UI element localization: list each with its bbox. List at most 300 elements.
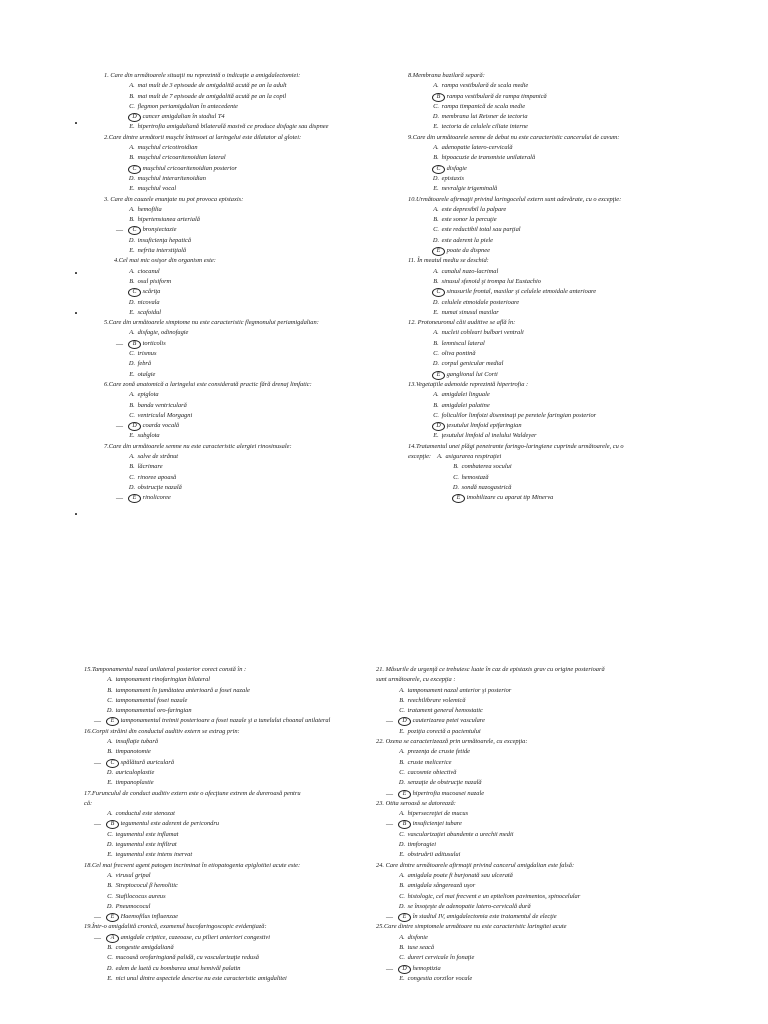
answer-option-selected [408, 421, 708, 431]
option-text: Stafilococus aureus [115, 892, 166, 900]
answer-option [408, 153, 708, 163]
option-text: tratament general hemostatic [407, 707, 483, 715]
option-letter: C. [433, 226, 439, 234]
option-letter: B. [129, 277, 135, 285]
question-continuation: sunt următoarele, cu excepţia : [376, 676, 456, 684]
option-text: ciocanul [137, 267, 160, 275]
question-continuation: excepţie: [408, 452, 432, 460]
circled-answer-letter: E [398, 913, 411, 922]
option-text: obstruării aditusului [407, 851, 461, 859]
answer-option [104, 328, 386, 338]
answer-option [84, 675, 380, 685]
option-text: tegumentul este inflamat [115, 830, 179, 838]
option-letter: C. [129, 350, 135, 358]
option-letter: C. [433, 411, 439, 419]
option-text: muşchiul cricoaritenoidian posterior [142, 164, 238, 172]
option-letter: A. [399, 933, 405, 941]
answer-option [104, 431, 386, 441]
answer-option-selected [376, 819, 696, 829]
option-letter: A. [399, 686, 405, 694]
option-letter: E. [129, 123, 135, 131]
option-letter: B. [453, 463, 459, 471]
top-left-column [104, 71, 386, 503]
option-text: Haemofilus influenzae [120, 913, 178, 921]
option-text: este sonor la percuţie [441, 216, 497, 224]
option-text: scăriţa [142, 288, 161, 296]
circled-answer-letter: B [106, 820, 119, 829]
answer-option [104, 246, 386, 256]
option-text: foliculilor limfoizi diseminaţi pe peretele faringian posterior [441, 411, 597, 419]
question-text: 18.Cel mai frecvent agent patogen incriminat în etiopatogenia epiglotitei acute este: [84, 861, 301, 869]
option-text: tegumentul este infiltrat [115, 841, 177, 849]
option-text: lăcrimare [137, 463, 163, 471]
answer-option [408, 473, 708, 483]
answer-option [408, 411, 708, 421]
circled-answer-letter: B [432, 93, 445, 102]
option-text: coarda vocală [142, 422, 180, 430]
option-text: ganglionul lui Corti [446, 370, 498, 378]
answer-option [84, 686, 380, 696]
option-text: tegumentul este intens inervat [115, 851, 193, 859]
answer-option [376, 727, 696, 737]
option-letter: C. [107, 954, 113, 962]
option-text: este aderent la piele [441, 236, 494, 244]
option-text: bronşiectazie [142, 226, 177, 234]
option-letter: D. [106, 768, 114, 776]
option-text: epiglota [137, 391, 159, 399]
question-text: 3. Care din cauzele enunţate nu pot provoca epistaxis: [104, 195, 244, 203]
option-text: amigdalei palatine [441, 401, 490, 409]
option-text: sondă nazogastrică [461, 483, 512, 491]
option-letter: A. [433, 267, 439, 275]
option-letter: D. [128, 483, 136, 491]
question-text-continued [84, 799, 380, 809]
answer-option [84, 871, 380, 881]
option-text: asigurarea respiraţiei [445, 452, 502, 460]
option-text: hipertrofia amigdaliană bilaterală masivă ce produce disfagie sau dispnee [137, 123, 329, 131]
option-letter: D. [432, 113, 440, 121]
option-letter: D. [106, 902, 114, 910]
option-text: prezenţa de cruste fetide [407, 748, 471, 756]
option-letter: A. [129, 144, 135, 152]
answer-option [376, 892, 696, 902]
answer-option-selected [84, 933, 380, 943]
option-letter: A. [437, 452, 443, 460]
answer-option [408, 359, 708, 369]
answer-option [84, 953, 380, 963]
option-text: tamponament în jumătatea anterioară a fosei nazale [115, 686, 250, 694]
option-text: conductul este stenozat [115, 810, 175, 818]
option-text: spălătură auriculară [120, 758, 175, 766]
answer-option [408, 328, 708, 338]
question-text: 4.Cel mai mic osişor din organism este: [114, 257, 216, 265]
answer-option [408, 143, 708, 153]
option-text: membrana lui Reisner de tectoria [441, 113, 528, 121]
answer-option [376, 840, 696, 850]
option-text: torticolis [142, 339, 166, 347]
circled-answer-letter: D [128, 422, 141, 431]
circled-answer-letter: D [128, 113, 141, 122]
option-letter: A. [433, 329, 439, 337]
bottom-left-column [84, 665, 380, 984]
option-text: combaterea socului [461, 463, 512, 471]
answer-option [376, 974, 696, 984]
question-text: 22. Ozena se caracterizează prin următoarele, cu excepţia: [376, 738, 528, 746]
option-text: osul pisiform [137, 277, 172, 285]
option-text: banda ventriculară [137, 401, 187, 409]
option-letter: B. [433, 339, 439, 347]
option-letter: B. [129, 154, 135, 162]
circled-answer-letter: A [106, 934, 119, 943]
answer-option [376, 943, 696, 953]
option-text: trismus [137, 350, 157, 358]
answer-option-selected [104, 164, 386, 174]
option-letter: E. [129, 432, 135, 440]
option-text: este reductibil total sau parţial [441, 226, 521, 234]
option-letter: A. [129, 267, 135, 275]
question-continuation: că: [84, 799, 93, 807]
option-letter: B. [433, 154, 439, 162]
answer-option [104, 184, 386, 194]
option-letter: C. [453, 473, 459, 481]
option-text: dureri cervicale în fonaţie [407, 954, 475, 962]
option-letter: B. [129, 401, 135, 409]
answer-option [408, 122, 708, 132]
question-text: 16.Corpii străini din conductul auditiv extern se extrag prin: [84, 727, 240, 735]
option-letter: C. [399, 954, 405, 962]
answer-option [84, 974, 380, 984]
option-letter: D. [128, 298, 136, 306]
option-text: mucoasă orofaringiană palidă, cu vascularizaţie redusă [115, 954, 259, 962]
answer-option [408, 339, 708, 349]
option-text: tamponamentul fosei nazale [115, 696, 188, 704]
option-text: tamponament nazal anterior şi posterior [407, 686, 512, 694]
option-text: se însoţeşte de adenopatie latero-cervicală dură [407, 902, 531, 910]
option-text: tamponamentul oro-faringian [115, 707, 192, 715]
option-text: poate da dispnee [446, 247, 490, 255]
option-text: mai mult de 3 episoade de amigdalită acută pe an la adult [137, 82, 287, 90]
option-letter: E. [107, 851, 113, 859]
option-text: vascularizaţiei abundente a urechii medii [407, 830, 514, 838]
option-text: amigdala poate fi burjonată sau ulcerată [407, 871, 513, 879]
option-text: nicovala [137, 298, 160, 306]
answer-option [376, 686, 696, 696]
answer-option [408, 81, 708, 91]
answer-option-selected [104, 421, 386, 431]
question-text: 1. Care din următoarele situaţii nu reprezintă o indicaţie a amigdalectomiei: [104, 72, 301, 79]
answer-option [84, 778, 380, 788]
option-text: imobilizare cu aparat tip Minerva [466, 494, 554, 502]
option-letter: E. [107, 974, 113, 982]
option-text: nefrita interstiţială [137, 247, 187, 255]
option-text: nevralgie trigeminală [441, 185, 498, 193]
option-text: hipertensiunea arterială [137, 216, 200, 224]
option-text: în stadiul IV, amigdalectomia este tratamentul de elecţie [412, 913, 557, 921]
option-letter: C. [399, 707, 405, 715]
option-text: febră [137, 360, 152, 368]
answer-option [376, 850, 696, 860]
option-text: oliva pontină [441, 350, 476, 358]
option-text: tamponament rinofaringian bilateral [115, 676, 211, 684]
answer-option [408, 483, 708, 493]
option-letter: E. [433, 432, 439, 440]
option-text: adenopatie latero-cervicală [441, 144, 513, 152]
answer-option-selected [84, 912, 380, 922]
answer-option [104, 298, 386, 308]
question-text: 9.Care din următoarele semne de debut nu este caracteristic cancerului de cavum: [408, 133, 620, 141]
option-text: cancer amigdalian în stadiul T4 [142, 113, 225, 121]
option-text: insuficienţei tubare [412, 820, 462, 828]
question-text: 13.Vegetaţiile adenoide reprezintă hipertrofia : [408, 380, 529, 388]
option-text: reechilibrare volemică [407, 696, 466, 704]
answer-option-selected [408, 370, 708, 380]
option-text: rampa vestibulară de scala medie [441, 82, 529, 90]
option-text: disfagie [446, 164, 467, 172]
option-text: insuficienţa hepatică [137, 236, 192, 244]
option-text: cruste melicerice [407, 758, 452, 766]
answer-option [376, 953, 696, 963]
option-text: rinoree apoasă [137, 473, 177, 481]
answer-option [84, 964, 380, 974]
answer-option-selected [408, 493, 708, 503]
answer-option [376, 758, 696, 768]
option-letter: D. [106, 964, 114, 972]
option-text: hipertrofia mucoasei nazale [412, 789, 485, 797]
option-text: scafoidul [137, 308, 162, 316]
option-text: mai mult de 7 episoade de amigdalită acută pe an la copil [137, 92, 287, 100]
answer-option-selected [376, 964, 696, 974]
question-text-continued [376, 675, 696, 685]
answer-option [104, 359, 386, 369]
option-letter: E. [433, 185, 439, 193]
answer-option [408, 431, 708, 441]
option-letter: A. [129, 452, 135, 460]
option-letter: A. [107, 810, 113, 818]
option-text: rampa timpanică de scala medie [441, 102, 526, 110]
option-text: sinusurile frontal, maxilar şi celulele etmoidale anterioare [446, 288, 597, 296]
question-text: 8.Membrana bazilară separă: [408, 72, 485, 79]
option-text: muşchiul interaritenoidian [137, 174, 206, 182]
option-text: tuse seacă [407, 944, 435, 952]
option-text: hemostază [461, 473, 489, 481]
option-letter: E. [129, 247, 135, 255]
circled-answer-letter: B [128, 340, 141, 349]
answer-option [104, 277, 386, 287]
answer-option-selected [376, 912, 696, 922]
option-letter: B. [399, 758, 405, 766]
question-text: 25.Care dintre simptomele următoare nu este caracteristic laringitei acute [376, 923, 567, 931]
option-text: muşchiul vocal [137, 185, 177, 193]
answer-option [104, 473, 386, 483]
question-text: 5.Care din următoarele simptome nu este caracteristic flegmonului periamigdalian: [104, 319, 319, 327]
option-text: tamponamentul treimii posterioare a fosei nazale şi a tunelului choanal unilateral [120, 717, 331, 725]
option-letter: E. [129, 370, 135, 378]
option-letter: E. [433, 123, 439, 131]
question-text: 21. Măsurile de urgenţă ce trebuiesc luate în caz de epistaxis grav cu origine posterioară [376, 666, 605, 673]
answer-option [376, 706, 696, 716]
answer-option-selected [104, 112, 386, 122]
option-text: cauterizarea petei vasculare [412, 717, 485, 725]
option-text: epistaxis [441, 174, 464, 182]
answer-option [408, 112, 708, 122]
option-letter: E. [399, 974, 405, 982]
answer-option [104, 462, 386, 472]
answer-option-selected [84, 758, 380, 768]
answer-option-selected [104, 225, 386, 235]
circled-answer-letter: B [398, 820, 411, 829]
answer-option [376, 933, 696, 943]
option-text: congestia corzilor vocale [407, 974, 473, 982]
answer-option [376, 881, 696, 891]
option-letter: B. [107, 882, 113, 890]
option-text: amigdale criptice, cazeoase, cu pilieri anteriori congestivi [120, 933, 271, 941]
circled-answer-letter: E [106, 717, 119, 726]
option-letter: A. [433, 82, 439, 90]
option-text: sinusul sfenoid şi trompa lui Eustachio [441, 277, 541, 285]
option-text: congestie amigdaliană [115, 944, 174, 952]
answer-option [104, 452, 386, 462]
answer-option [104, 153, 386, 163]
answer-option [104, 349, 386, 359]
answer-option [104, 411, 386, 421]
answer-option [84, 747, 380, 757]
option-text: tegumentul este aderent de pericondru [120, 820, 220, 828]
option-letter: A. [107, 738, 113, 746]
option-text: auriculoplastie [115, 768, 155, 776]
option-letter: D. [432, 360, 440, 368]
answer-option [408, 236, 708, 246]
option-letter: C. [399, 892, 405, 900]
option-text: virusul gripal [115, 871, 151, 879]
option-letter: D. [398, 841, 406, 849]
option-letter: B. [129, 216, 135, 224]
answer-option [408, 102, 708, 112]
option-letter: C. [129, 473, 135, 481]
option-letter: A. [129, 329, 135, 337]
option-text: rinolicoree [142, 494, 171, 502]
option-text: histologic, cel mai frecvent e un epiteliom pavimentos, spinocelular [407, 892, 581, 900]
margin-dot [75, 513, 77, 515]
answer-option [104, 81, 386, 91]
question-text: 14.Tratamentul unei plăgi penetrante faringo-laringiene cuprinde următoarele, cu o [408, 442, 624, 450]
answer-option [408, 267, 708, 277]
answer-option [104, 236, 386, 246]
option-letter: B. [129, 463, 135, 471]
option-letter: B. [107, 944, 113, 952]
answer-option [376, 747, 696, 757]
answer-option-selected [104, 339, 386, 349]
answer-option [84, 943, 380, 953]
answer-option [104, 370, 386, 380]
option-text: muşchiul cricotiroidian [137, 144, 198, 152]
option-text: timpanoplastie [115, 779, 154, 787]
option-letter: C. [129, 102, 135, 110]
answer-option-selected [408, 246, 708, 256]
circled-answer-letter: C [128, 226, 141, 235]
option-letter: A. [433, 205, 439, 213]
circled-answer-letter: C [128, 165, 141, 174]
option-letter: D. [128, 236, 136, 244]
answer-option [408, 174, 708, 184]
option-letter: D. [128, 360, 136, 368]
option-letter: C. [129, 411, 135, 419]
option-text: tectoria de celulele ciliate interne [441, 123, 528, 131]
option-text: Pneumococul [115, 902, 151, 910]
option-letter: A. [399, 810, 405, 818]
answer-option [104, 267, 386, 277]
option-text: hemoptizia [412, 964, 441, 972]
option-letter: D. [128, 174, 136, 182]
option-letter: C. [107, 892, 113, 900]
option-letter: D. [106, 841, 114, 849]
option-text: numai sinusul maxilar [441, 308, 499, 316]
answer-option [104, 401, 386, 411]
answer-option-selected [376, 789, 696, 799]
option-letter: D. [398, 902, 406, 910]
answer-option [408, 308, 708, 318]
option-letter: B. [399, 944, 405, 952]
option-text: salve de strănut [137, 452, 179, 460]
question-text: 7.Care din următoarele semne nu este caracteristic alergiei rinosinusale: [104, 442, 292, 450]
answer-option [84, 840, 380, 850]
answer-option [104, 122, 386, 132]
answer-option [104, 483, 386, 493]
option-letter: A. [107, 676, 113, 684]
option-letter: E. [129, 185, 135, 193]
answer-option [84, 768, 380, 778]
option-letter: B. [129, 92, 135, 100]
answer-option-selected [408, 92, 708, 102]
option-letter: C. [107, 696, 113, 704]
option-text: ţesutului limfoid al inelului Waldeyer [441, 432, 537, 440]
answer-option [376, 871, 696, 881]
option-text: timforagiei [407, 841, 437, 849]
option-text: amigdalei linguale [441, 391, 490, 399]
answer-option [84, 881, 380, 891]
circled-answer-letter: E [452, 494, 465, 503]
circled-answer-letter: C [128, 288, 141, 297]
answer-option [408, 401, 708, 411]
answer-option-selected [84, 716, 380, 726]
answer-option [84, 706, 380, 716]
option-letter: A. [129, 205, 135, 213]
circled-answer-letter: C [106, 759, 119, 768]
circled-answer-letter: E [398, 790, 411, 799]
option-text: disfonie [407, 933, 428, 941]
question-text: 6.Care zonă anatomică a laringelui este considerată practic fără drenaj limfatic: [104, 380, 312, 388]
option-text: ventriculul Morgagni [137, 411, 193, 419]
answer-option-selected [376, 716, 696, 726]
option-letter: C. [107, 830, 113, 838]
answer-option [104, 215, 386, 225]
option-letter: D. [432, 298, 440, 306]
question-text: 24. Care dintre următoarele afirmaţii privind cancerul amigdalian este falsă: [376, 861, 575, 869]
question-text: 11. În meatul mediu se deschid: [408, 257, 489, 265]
option-letter: A. [129, 391, 135, 399]
answer-option [376, 778, 696, 788]
option-letter: A. [107, 871, 113, 879]
answer-option-selected [84, 819, 380, 829]
answer-option [408, 225, 708, 235]
option-letter: C. [399, 768, 405, 776]
option-letter: A. [399, 748, 405, 756]
option-letter: D. [432, 174, 440, 182]
answer-option [104, 205, 386, 215]
answer-option-selected [104, 493, 386, 503]
option-text: celulele etmoidale posterioare [441, 298, 520, 306]
option-text: Streptococul β hemolitic [115, 882, 178, 890]
option-text: hipoacuzie de transmisie unilaterală [441, 154, 536, 162]
